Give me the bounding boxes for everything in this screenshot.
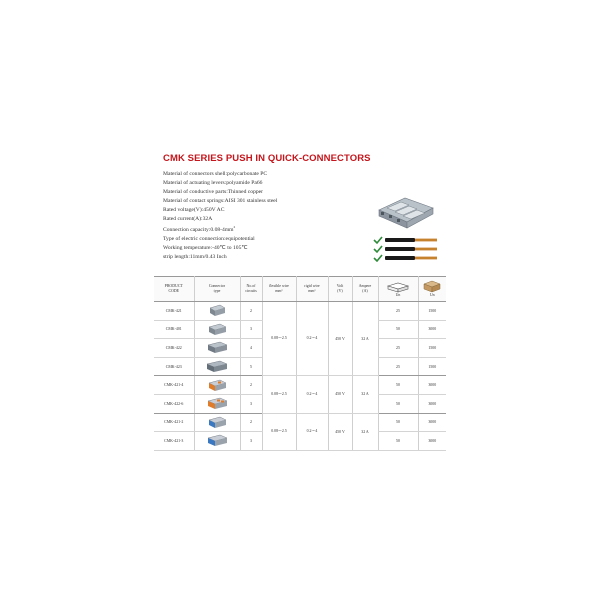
connector-2way-grey-icon <box>206 304 228 317</box>
flexible-wire-value: 0.08～2.5 <box>262 376 296 413</box>
inner-qty: 50 <box>378 376 418 395</box>
spec-strip-length: strip length:11mm/0.43 Inch <box>163 254 227 261</box>
flexible-wire-value: 0.08～2.5 <box>262 302 296 376</box>
rigid-wire-value: 0.2～4 <box>296 302 328 376</box>
carton-qty: 3000 <box>418 394 446 413</box>
inner-qty: 50 <box>378 413 418 432</box>
circuits: 4 <box>240 339 262 358</box>
circuits: 5 <box>240 357 262 376</box>
rigid-wire-value: 0.2～4 <box>296 413 328 450</box>
carton-qty: 3000 <box>418 413 446 432</box>
circuits: 3 <box>240 394 262 413</box>
ampere-value: 32 A <box>352 413 378 450</box>
connector-image-cell <box>194 320 240 339</box>
spec-list <box>163 170 363 262</box>
header-flexible-wire: flexible wire mm² <box>262 277 296 302</box>
product-code: CMK-422 <box>154 339 194 358</box>
circuits: 3 <box>240 320 262 339</box>
spec-connection-capacity <box>163 223 363 235</box>
connector-product-image <box>375 194 435 230</box>
spec-connection-type: Type of electric connection:equipotential <box>163 236 255 243</box>
connector-3way-blue-icon <box>206 434 228 447</box>
header-connector-type: Connector type <box>194 277 240 302</box>
product-code: CMK-421 <box>154 302 194 321</box>
carton-qty: 1500 <box>418 339 446 358</box>
spec-rated-voltage: Rated voltage(V):450V AC <box>163 206 225 213</box>
spec-capacity-text: Connection capacity:0.08-4mm <box>163 227 234 234</box>
flexible-wire-value: 0.08～2.5 <box>262 413 296 450</box>
inner-qty: 25 <box>378 302 418 321</box>
spec-conductive-material: Material of conductive parts:Thinned copper <box>163 188 264 195</box>
connector-2way-orange-icon <box>206 379 228 392</box>
inner-qty: 25 <box>378 357 418 376</box>
header-ampere: Ampere (A) <box>352 277 378 302</box>
inner-box-icon <box>386 281 410 293</box>
carton-box-icon <box>422 280 442 293</box>
inner-qty: 50 <box>378 432 418 451</box>
spec-working-temperature: Working temperature:-40℃ to 105℃ <box>163 245 248 252</box>
ampere-value: 32 A <box>352 302 378 376</box>
spec-lever-material: Material of actuating levers:polyamide Pa66 <box>163 179 263 186</box>
connector-4way-grey-icon <box>206 341 228 354</box>
product-code: CMK-422-6 <box>154 394 194 413</box>
header-inner-box <box>378 277 418 302</box>
inner-qty: 25 <box>378 339 418 358</box>
connector-image-cell <box>194 413 240 432</box>
carton-qty: 1500 <box>418 302 446 321</box>
product-code: CMK-421-2 <box>154 413 194 432</box>
circuits: 3 <box>240 432 262 451</box>
carton-unit-label: Un <box>429 293 435 297</box>
spec-rated-current: Rated current(A):32A <box>163 215 213 222</box>
inner-unit-label: Un <box>395 292 401 297</box>
check-icon <box>374 246 382 252</box>
spec-capacity-superscript: 2 <box>233 225 236 230</box>
volt-value: 450 V <box>328 413 352 450</box>
carton-qty: 3000 <box>418 320 446 339</box>
header-carton <box>418 277 446 302</box>
rigid-wire-value: 0.2～4 <box>296 376 328 413</box>
volt-value: 450 V <box>328 302 352 376</box>
table-row <box>154 413 446 432</box>
connector-image-cell <box>194 357 240 376</box>
carton-qty: 3000 <box>418 376 446 395</box>
wire-strip-illustration <box>372 236 442 262</box>
product-code: CMK-401 <box>154 320 194 339</box>
connector-image-cell <box>194 376 240 395</box>
connector-image-cell <box>194 339 240 358</box>
check-icon <box>374 255 382 261</box>
inner-qty: 50 <box>378 394 418 413</box>
spec-shell-material: Material of connectors shell:polycarbonate PC <box>163 171 268 177</box>
header-rigid-wire: rigid wire mm² <box>296 277 328 302</box>
connector-2way-blue-icon <box>206 416 228 429</box>
table-header-row <box>154 277 446 302</box>
spec-spring-material: Material of contact springs:AISI 301 stainless steel <box>163 197 278 204</box>
connector-5way-grey-icon <box>206 360 228 373</box>
inner-qty: 50 <box>378 320 418 339</box>
circuits: 2 <box>240 376 262 395</box>
product-table <box>154 276 446 451</box>
connector-image-cell <box>194 394 240 413</box>
header-volt: Volt (V) <box>328 277 352 302</box>
connector-image-cell <box>194 432 240 451</box>
ampere-value: 32 A <box>352 376 378 413</box>
product-code: CMK-421-3 <box>154 432 194 451</box>
table-row <box>154 302 446 321</box>
carton-qty: 1500 <box>418 357 446 376</box>
product-code: CMK-423 <box>154 357 194 376</box>
header-product-code: PRODUCT CODE <box>154 277 194 302</box>
connector-3way-grey-icon <box>206 323 228 336</box>
circuits: 2 <box>240 302 262 321</box>
table-row <box>154 376 446 395</box>
check-icon <box>374 237 382 243</box>
page-title: CMK SERIES PUSH IN QUICK-CONNECTORS <box>163 153 371 164</box>
circuits: 2 <box>240 413 262 432</box>
volt-value: 450 V <box>328 376 352 413</box>
carton-qty: 3000 <box>418 432 446 451</box>
header-circuits: No.of circuits <box>240 277 262 302</box>
connector-image-cell <box>194 302 240 321</box>
connector-3way-orange-icon <box>206 397 228 410</box>
product-code: CMK-421-4 <box>154 376 194 395</box>
